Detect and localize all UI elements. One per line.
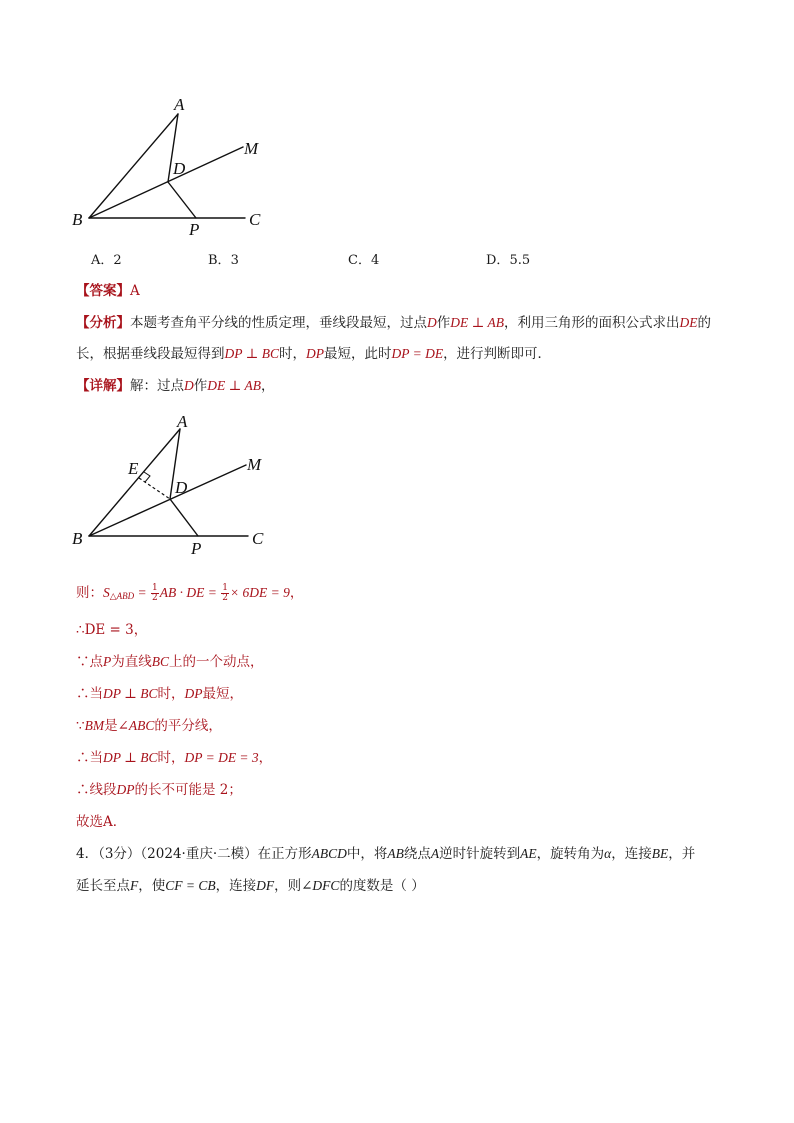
label-B: B: [72, 529, 83, 548]
question-4-line-1: 4．（3分）（2024·重庆·二模）在正方形ABCD中，将AB绕点A逆时针旋转到AE，旋转角为α，连接BE，并: [76, 846, 696, 862]
answer-line: 【答案】A: [76, 283, 140, 299]
segment-BA: [89, 114, 178, 218]
label-A: A: [177, 412, 188, 431]
detail-line: 【详解】解：过点D作DE ⊥ AB，: [76, 378, 275, 394]
step-de: ∴DE = 3，: [76, 622, 148, 638]
step-equal: ∴当DP ⊥ BC时，DP = DE = 3，: [76, 750, 273, 766]
label-P: P: [191, 539, 202, 557]
fraction-half: $\frac{1}{2}$: [152, 583, 158, 603]
ray-BM: [89, 147, 243, 218]
label-C: C: [252, 529, 264, 548]
option-b: B．3: [208, 253, 239, 268]
label-E: E: [128, 459, 139, 478]
step-shortest: ∴当DP ⊥ BC时，DP最短，: [76, 686, 243, 702]
segment-DE-dashed: [139, 478, 170, 499]
segment-DP: [168, 182, 196, 218]
step-bisector: ∵BM是∠ABC的平分线，: [76, 718, 222, 734]
segment-DP: [170, 499, 198, 536]
label-C: C: [249, 210, 261, 229]
geometry-figure-2: [60, 407, 290, 557]
label-P: P: [189, 220, 200, 239]
option-d: D．5.5: [486, 253, 531, 268]
step-moving-point: ∵点P为直线BC上的一个动点，: [76, 654, 264, 670]
step-conclusion: ∴线段DP的长不可能是 2；: [76, 782, 242, 798]
geometry-figure-1: [60, 90, 290, 240]
label-D: D: [175, 478, 188, 497]
option-a: A．2: [91, 253, 122, 268]
step-choose: 故选A．: [76, 814, 127, 830]
label-M: M: [247, 455, 262, 474]
question-4-line-2: 延长至点F，使CF = CB，连接DF，则∠DFC的度数是（ ）: [76, 878, 425, 894]
label-M: M: [244, 139, 259, 158]
figure-2-svg: [60, 407, 290, 557]
label-A: A: [174, 95, 185, 114]
answer-options: [91, 249, 711, 271]
analysis-line-2: 长，根据垂线段最短得到DP ⊥ BC时，DP最短，此时DP = DE，进行判断即可．: [76, 346, 552, 362]
label-D: D: [173, 159, 186, 178]
option-c: C．4: [348, 253, 380, 268]
step-area: 则：$S_{\triangle ABD}$ = $\frac{1}{2}$ AB · DE = $\frac{1}{2}$ × 6DE = 9，: [76, 583, 304, 603]
fraction-half: $\frac{1}{2}$: [222, 583, 228, 603]
right-angle-mark: [144, 472, 150, 482]
analysis-line-1: 【分析】本题考查角平分线的性质定理，垂线段最短，过点D作DE ⊥ AB，利用三角形的面积公式求出DE的: [76, 315, 711, 331]
figure-1-svg: [60, 90, 290, 240]
label-B: B: [72, 210, 83, 229]
segment-BA: [89, 429, 180, 536]
ray-BM: [89, 465, 246, 536]
